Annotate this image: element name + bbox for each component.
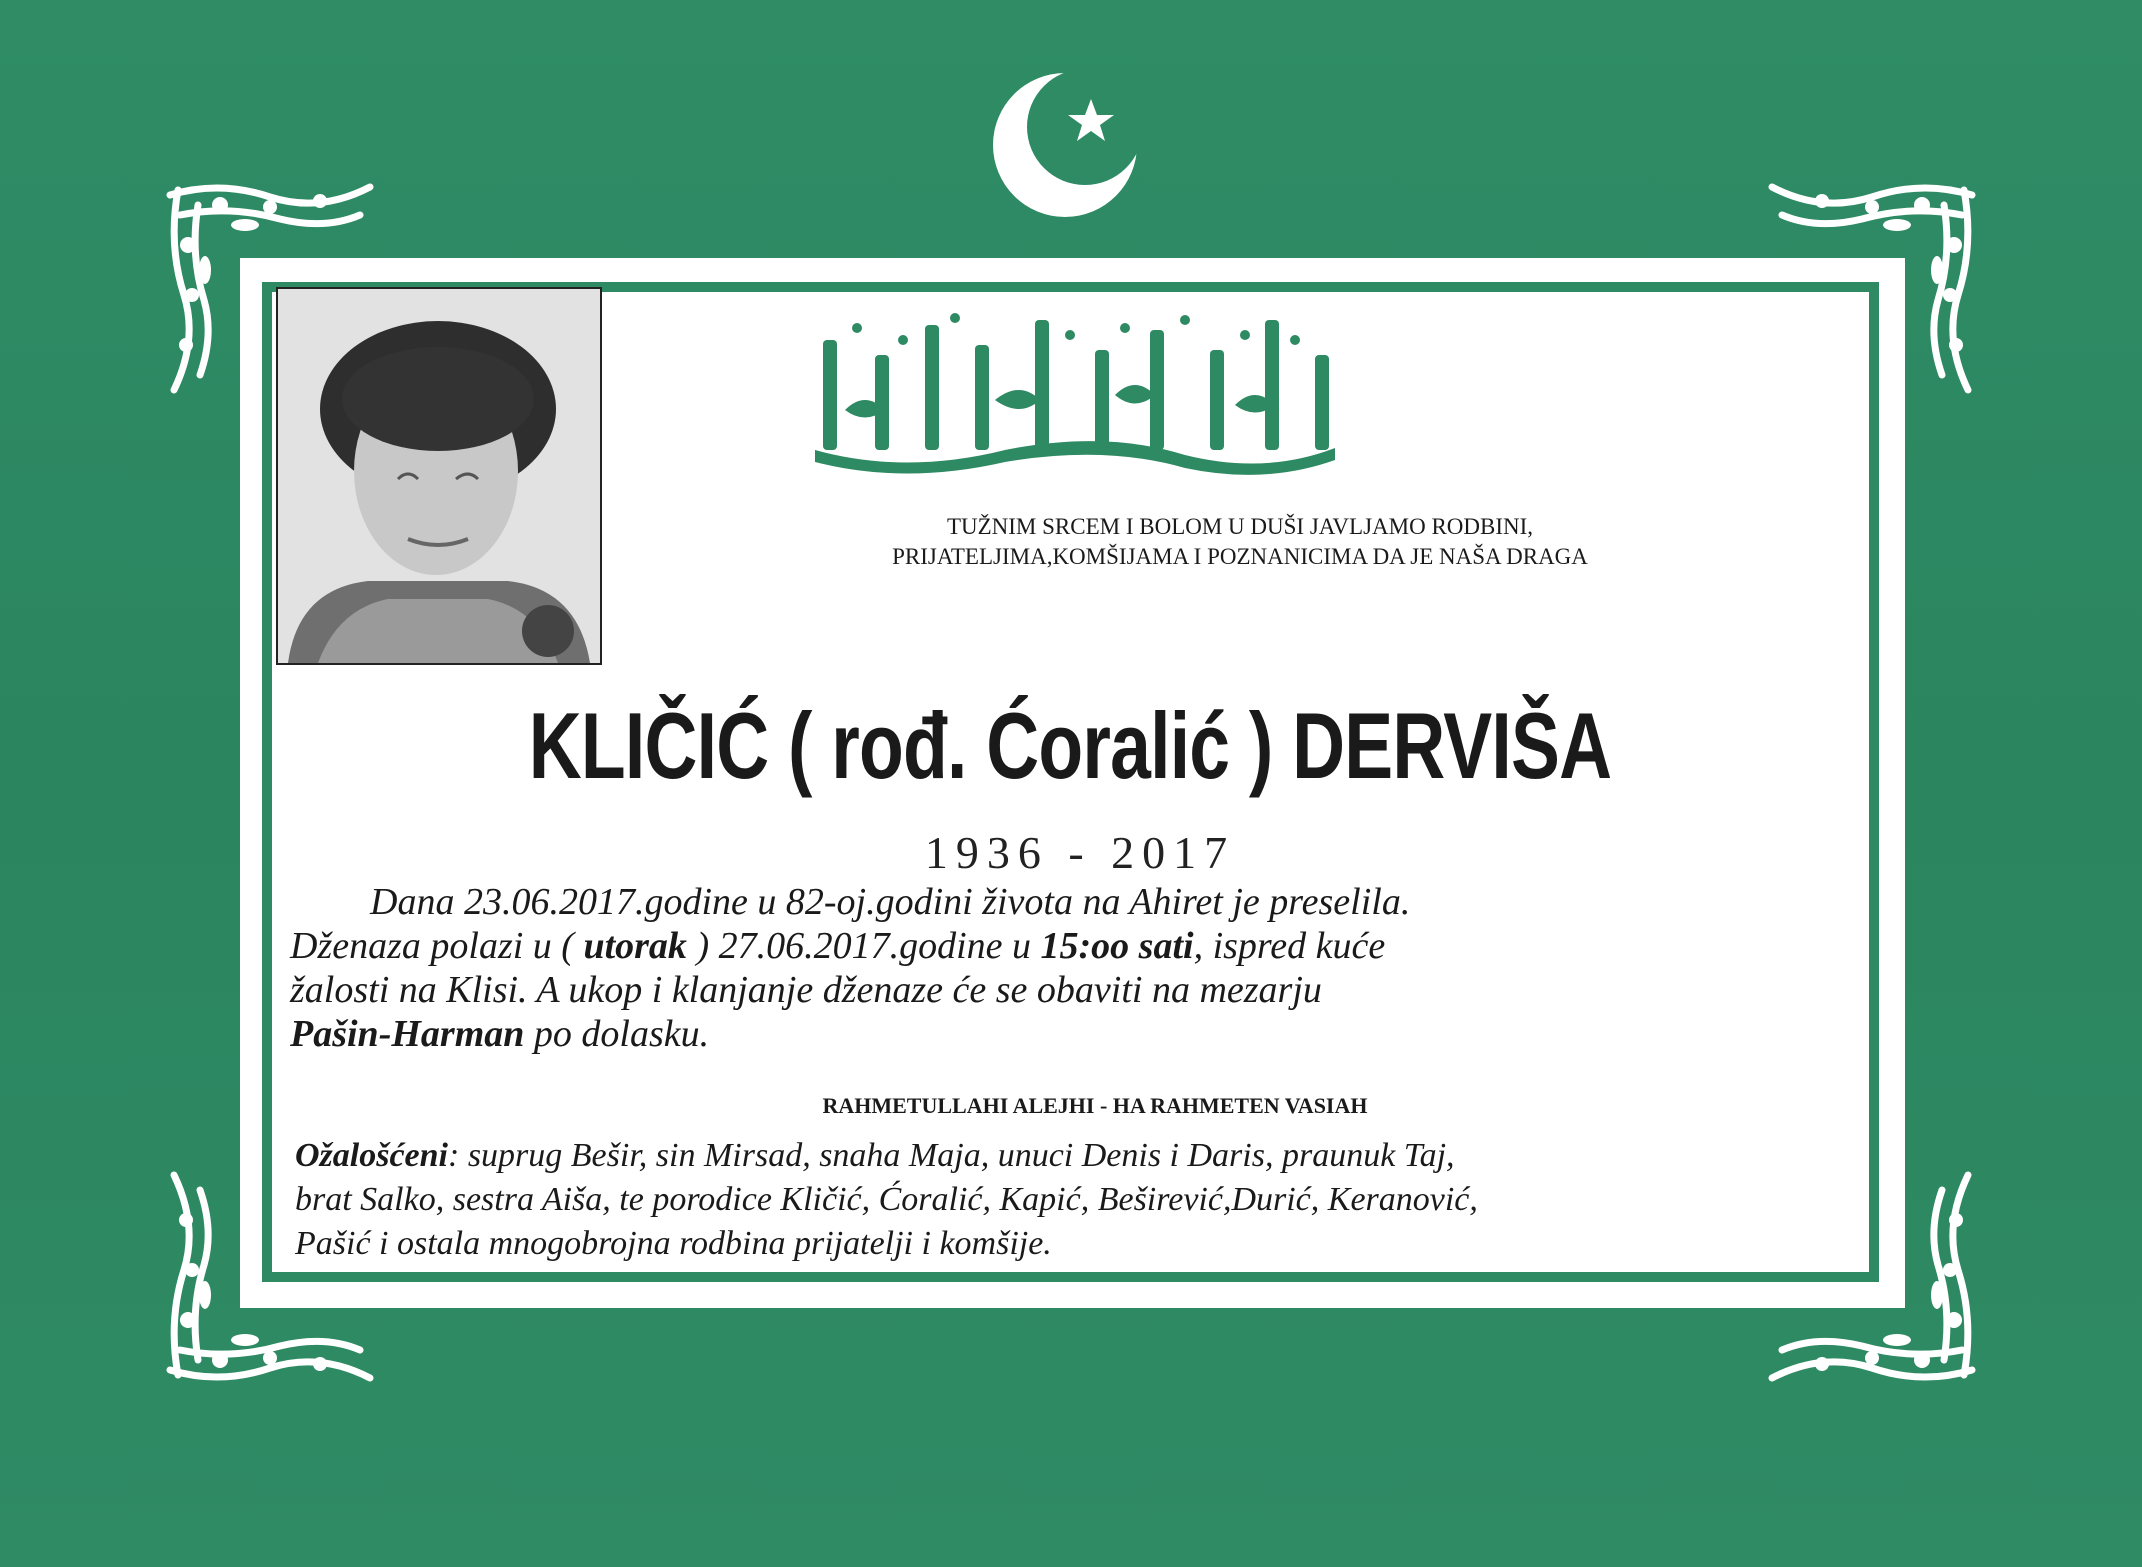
intro-line-1: TUŽNIM SRCEM I BOLOM U DUŠI JAVLJAMO RODBINI, bbox=[946, 514, 1534, 539]
life-years: 1936 - 2017 bbox=[924, 827, 1236, 878]
intro-text bbox=[690, 512, 1790, 572]
intro-line-2: PRIJATELJIMA,KOMŠIJAMA I POZNANICIMA DA JE NAŠA DRAGA bbox=[892, 544, 1588, 569]
mourners-line-1: Ožalošćeni: suprug Bešir, sin Mirsad, snaha Maja, unuci Denis i Daris, praunuk Taj, bbox=[295, 1137, 1455, 1174]
mourners-line-3: Pašić i ostala mnogobrojna rodbina prijatelji i komšije. bbox=[295, 1225, 1052, 1262]
portrait-image bbox=[278, 289, 600, 663]
portrait-photo bbox=[276, 287, 602, 665]
mourners-label: Ožalošćeni bbox=[295, 1137, 448, 1174]
details-line-2: Dženaza polazi u ( utorak ) 27.06.2017.godine u 15:oo sati, ispred kuće bbox=[290, 925, 1386, 967]
prayer-line: RAHMETULLAHI ALEJHI - HA RAHMETEN VASIAH bbox=[822, 1093, 1368, 1118]
mourners-list bbox=[295, 1134, 1875, 1266]
cemetery-name: Pašin-Harman bbox=[290, 1013, 525, 1055]
funeral-day: utorak bbox=[583, 925, 687, 967]
crescent-star-icon bbox=[985, 55, 1145, 235]
deceased-name: KLIČIĆ ( rođ. Ćoralić ) DERVIŠA bbox=[528, 693, 1612, 798]
funeral-details bbox=[290, 880, 1850, 1056]
arabic-calligraphy bbox=[805, 300, 1345, 485]
funeral-time: 15:oo sati bbox=[1040, 925, 1194, 967]
mourners-line-2: brat Salko, sestra Aiša, te porodice Kličić, Ćoralić, Kapić, Beširević,Durić, Keranović, bbox=[295, 1181, 1478, 1218]
details-line-3: žalosti na Klisi. A ukop i klanjanje dženaze će se obaviti na mezarju bbox=[290, 969, 1322, 1011]
details-line-1: Dana 23.06.2017.godine u 82-oj.godini života na Ahiret je preselila. bbox=[370, 881, 1411, 923]
details-line-4: Pašin-Harman po dolasku. bbox=[290, 1013, 710, 1055]
